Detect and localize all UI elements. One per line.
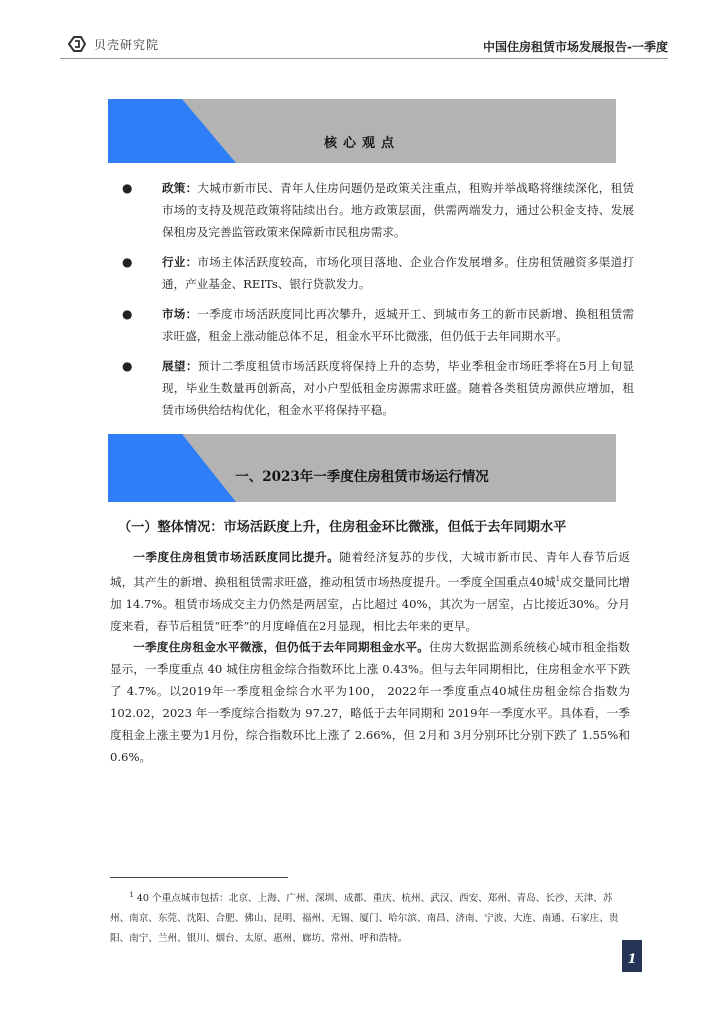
bullet-icon: ● — [122, 307, 133, 321]
key-points-banner — [108, 99, 616, 163]
key-point-text: 预计二季度租赁市场活跃度将保持上升的态势，毕业季租金市场旺季将在5月上旬显现，毕业生数量再创新高，对小户型低租金房源需求旺盛。随着各类租赁房源供应增加，租赁市场供给结构优化，租金水平将保持平稳。 — [162, 359, 634, 417]
key-point-term: 展望： — [162, 359, 198, 373]
header-divider — [60, 58, 668, 59]
paragraph-text: 成交量同比增加 14.7%。租赁市场成交主力仍然是两居室，占比超过 40%，其次为一居室，占比接近30%。分月度来看，春节后租赁“旺季”的月度峰值在2月显现，相比去年来的更早。 — [110, 574, 630, 633]
report-title: 中国住房租赁市场发展报告-一季度 — [483, 40, 668, 54]
paragraph-text: 随着经济复苏的步伐，大城市新市民、青年人春节后返城，其产生的新增、换租租赁需求旺盛，推动租赁市场热度提升。一季度全国重点40城 — [110, 550, 630, 589]
body-paragraph — [110, 546, 630, 637]
key-point-text: 一季度市场活跃度同比再次攀升，返城开工、到城市务工的新市民新增、换租租赁需求旺盛，租金上涨动能总体不足，租金水平环比微涨，但仍低于去年同期水平。 — [162, 307, 634, 343]
paragraph-lead: 一季度住房租赁市场活跃度同比提升。 — [133, 550, 340, 564]
key-point-item — [122, 355, 634, 421]
body-paragraph — [110, 636, 630, 768]
bullet-icon: ● — [122, 359, 133, 373]
footnote-text: 40 个重点城市包括：北京、上海、广州、深圳、成都、重庆、杭州、武汉、西安、郑州、青岛、长沙、天津、苏州、南京、东莞、沈阳、合肥、佛山、昆明、福州、无锡、厦门、哈尔滨、南昌、济南、宁波、大连、南通、石家庄、贵阳、南宁、兰州、银川、烟台、太原、惠州、廊坊、常州、呼和浩特。 — [110, 893, 619, 945]
key-point-text: 大城市新市民、青年人住房问题仍是政策关注重点，租购并举战略将继续深化，租赁市场的支持及规范政策将陆续出台。地方政策层面，供需两端发力，通过公积金支持、发展保租房及完善监管政策来保障新市民租房需求。 — [162, 181, 634, 239]
paragraph-text: 住房大数据监测系统核心城市租金指数显示，一季度重点 40 城住房租金综合指数环比上涨 0.43%。但与去年同期相比，住房租金水平下跌了 4.7%。以2019年一季度租金综合水平为100， 2022年一季度重点40城住房租金综合指数为 102.02，2023 年一季度综合指数为 97.27，略低于去年同期和 2019年一季度水平。具体看，一季度租金上涨主要为1月份，综合指数环比上涨了 2.66%，但 2月和 3月分别环比分别下跌了 1.55%和 0.6%。 — [110, 640, 630, 764]
footnote-divider — [110, 877, 288, 878]
subsection-heading: （一）整体情况：市场活跃度上升，住房租金环比微涨，但低于去年同期水平 — [118, 520, 567, 535]
page-number: 1 — [622, 940, 642, 972]
key-point-term: 行业： — [162, 255, 198, 269]
bullet-icon: ● — [122, 255, 133, 269]
section-title: 一、2023年一季度住房租赁市场运行情况 — [235, 469, 489, 485]
beike-logo-icon — [66, 34, 88, 54]
key-point-term: 政策： — [162, 181, 198, 195]
banner-accent-shape — [108, 99, 308, 163]
footnote — [110, 885, 630, 949]
key-point-item — [122, 303, 634, 347]
logo — [66, 34, 159, 54]
footnote-reference[interactable]: 1 — [555, 575, 561, 583]
key-point-term: 市场： — [162, 307, 198, 321]
logo-text: 贝壳研究院 — [94, 37, 160, 52]
key-points-title: 核心观点 — [323, 136, 400, 151]
paragraph-lead: 一季度住房租金水平微涨，但仍低于去年同期租金水平。 — [133, 640, 430, 654]
page-header — [0, 0, 724, 64]
footnote-mark: 1 — [129, 891, 134, 899]
key-points-list — [122, 177, 634, 429]
key-point-text: 市场主体活跃度较高，市场化项目落地、企业合作发展增多。住房租赁融资多渠道打通，产业基金、REITs、银行贷款发力。 — [162, 255, 634, 291]
key-point-item — [122, 177, 634, 243]
key-point-item — [122, 251, 634, 295]
section-banner — [108, 434, 616, 502]
bullet-icon: ● — [122, 181, 133, 195]
